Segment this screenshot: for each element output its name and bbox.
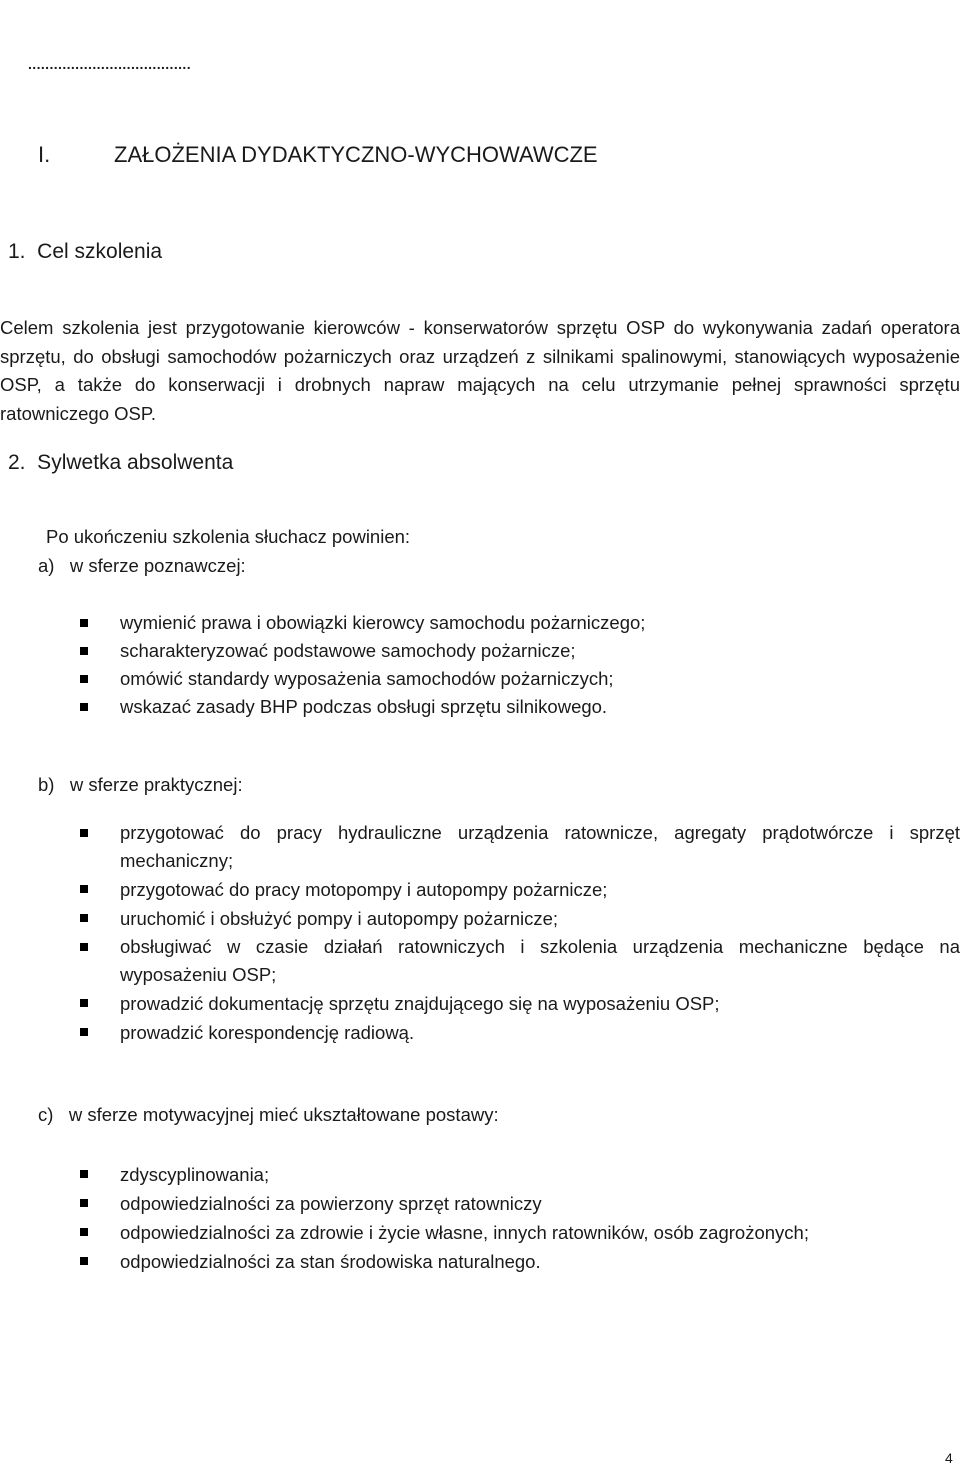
list-item: obsługiwać w czasie działań ratowniczych i szkolenia urządzenia mechaniczne będące na wyposażeniu OSP; xyxy=(78,933,960,989)
group-b-list xyxy=(78,819,960,1047)
group-c-label: c) w sferze motywacyjnej mieć ukształtowane postawy: xyxy=(38,1104,499,1125)
list-item: odpowiedzialności za powierzony sprzęt ratowniczy xyxy=(78,1189,960,1218)
square-bullet-icon xyxy=(80,829,88,837)
sylwetka-heading: 2. Sylwetka absolwenta xyxy=(8,451,234,474)
signature-dots: ...................................... xyxy=(28,56,192,72)
place-date-label: Warszawa, dnia xyxy=(600,0,742,22)
list-item: odpowiedzialności za stan środowiska naturalnego. xyxy=(78,1247,960,1276)
cel-heading: 1. Cel szkolenia xyxy=(8,240,163,263)
list-item: prowadzić korespondencję radiową. xyxy=(78,1018,960,1047)
square-bullet-icon xyxy=(80,1170,88,1178)
square-bullet-icon xyxy=(80,703,88,711)
square-bullet-icon xyxy=(80,1028,88,1036)
section-number: I. xyxy=(38,142,51,167)
square-bullet-icon xyxy=(80,999,88,1007)
list-item: scharakteryzować podstawowe samochody pożarnicze; xyxy=(78,637,960,665)
list-item: wskazać zasady BHP podczas obsługi sprzętu silnikowego. xyxy=(78,693,960,721)
section-title: ZAŁOŻENIA DYDAKTYCZNO-WYCHOWAWCZE xyxy=(114,142,598,167)
list-item: wymienić prawa i obowiązki kierowcy samochodu pożarniczego; xyxy=(78,609,960,637)
square-bullet-icon xyxy=(80,914,88,922)
square-bullet-icon xyxy=(80,647,88,655)
group-a-label: a) w sferze poznawczej: xyxy=(38,555,246,576)
cel-paragraph: Celem szkolenia jest przygotowanie kierowców - konserwatorów sprzętu OSP do wykonywania zadań operatora sprzętu, do obsługi samochodów pożarniczych oraz urządzeń z silnikami spalinowymi, stanowiących wyposażenie OSP, a także do konserwacji i drobnych napraw mających na celu utrzymanie pełnej sprawności sprzętu ratowniczego OSP. xyxy=(0,317,960,424)
list-item: odpowiedzialności za zdrowie i życie własne, innych ratowników, osób zagrożonych; xyxy=(78,1218,960,1247)
square-bullet-icon xyxy=(80,1257,88,1265)
square-bullet-icon xyxy=(80,1199,88,1207)
page-number: 4 xyxy=(945,1450,953,1466)
sylwetka-intro: Po ukończeniu szkolenia słuchacz powinien: xyxy=(46,526,411,547)
list-item: omówić standardy wyposażenia samochodów pożarniczych; xyxy=(78,665,960,693)
list-item: prowadzić dokumentację sprzętu znajdującego się na wyposażeniu OSP; xyxy=(78,989,960,1018)
list-item: przygotować do pracy hydrauliczne urządzenia ratownicze, agregaty prądotwórcze i sprzęt mechaniczny; xyxy=(78,819,960,875)
group-b-label: b) w sferze praktycznej: xyxy=(38,774,243,795)
list-item: zdyscyplinowania; xyxy=(78,1160,960,1189)
square-bullet-icon xyxy=(80,675,88,683)
approval-label: ZATWIERDZAM xyxy=(58,0,206,22)
list-item: przygotować do pracy motopompy i autopompy pożarnicze; xyxy=(78,875,960,904)
group-a-list xyxy=(78,609,960,721)
group-c-list xyxy=(78,1160,960,1276)
square-bullet-icon xyxy=(80,619,88,627)
square-bullet-icon xyxy=(80,943,88,951)
square-bullet-icon xyxy=(80,885,88,893)
list-item: uruchomić i obsłużyć pompy i autopompy pożarnicze; xyxy=(78,904,960,933)
square-bullet-icon xyxy=(80,1228,88,1236)
year-label: 2015r. xyxy=(872,0,928,22)
